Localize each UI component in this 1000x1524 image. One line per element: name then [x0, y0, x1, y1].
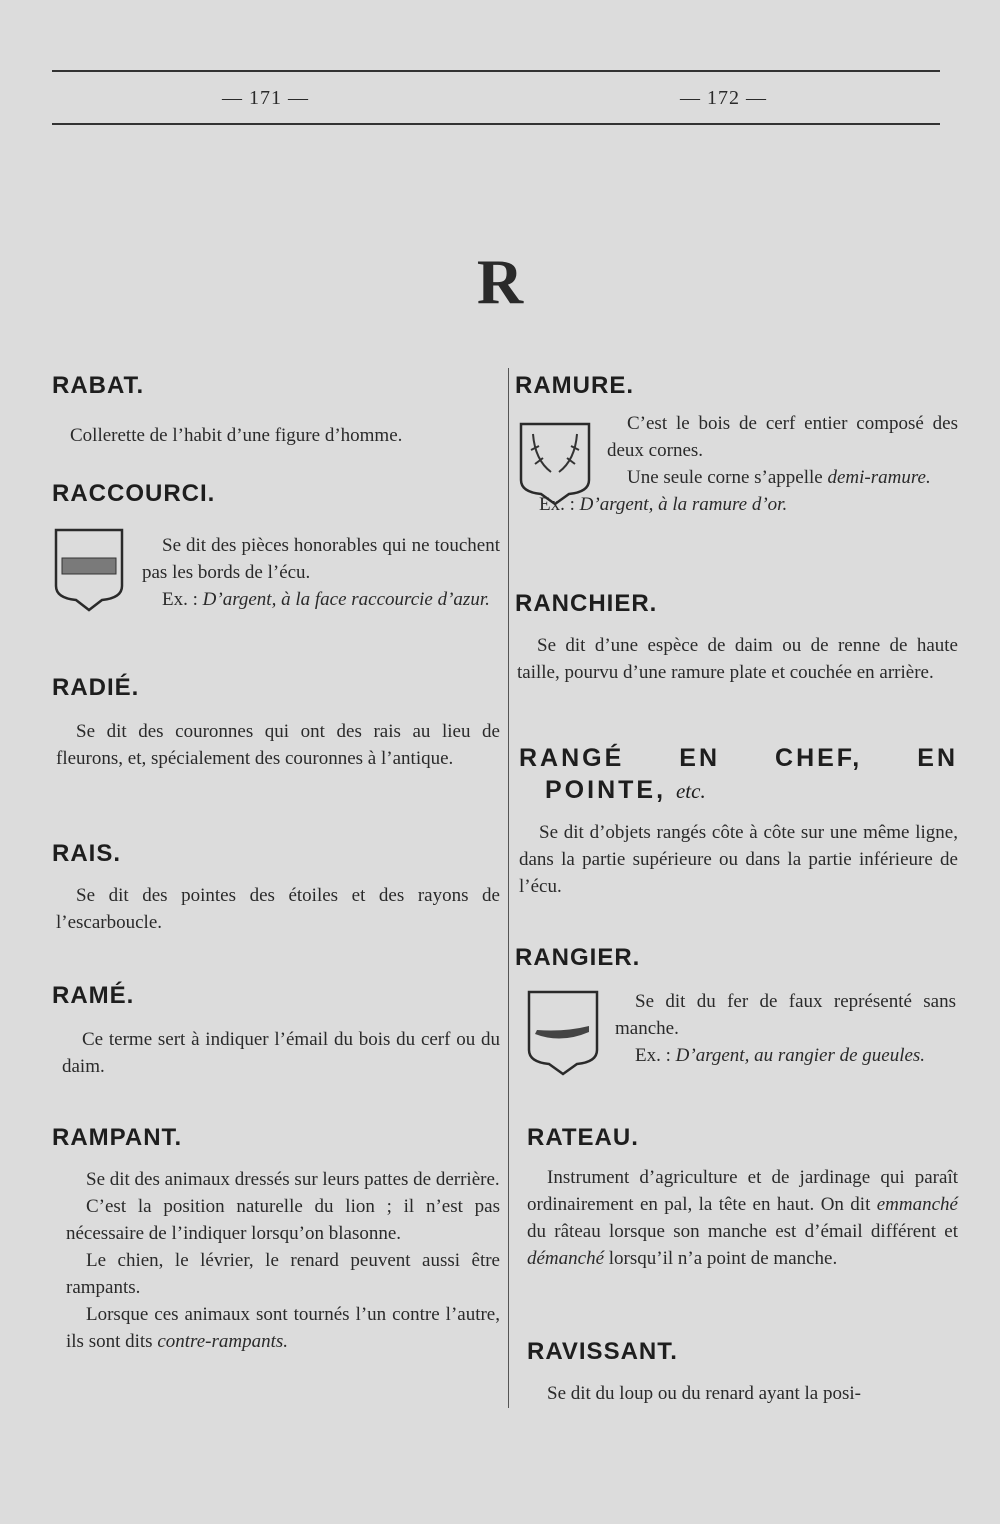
entry-example: Ex. : D’argent, à la face raccourcie d’azur.	[162, 589, 490, 610]
entry-rangier	[515, 944, 958, 1069]
entry-text: Une seule corne s’appelle demi-ramure.	[627, 467, 931, 488]
column-divider	[508, 368, 509, 1408]
entry-title: RATEAU.	[527, 1124, 639, 1151]
entry-paragraph: Le chien, le lévrier, le renard peuvent aussi être rampants.	[66, 1250, 500, 1298]
entry-ranchier	[515, 590, 958, 686]
entry-title: RAMURE.	[515, 372, 634, 399]
entry-ramure	[515, 372, 958, 518]
entry-title: RACCOURCI.	[52, 480, 216, 507]
entry-rabat	[52, 372, 500, 449]
entry-rame	[52, 982, 500, 1080]
entry-text: Ce terme sert à indiquer l’émail du bois du cerf ou du daim.	[62, 1029, 500, 1077]
entry-title: RANCHIER.	[515, 590, 658, 617]
entry-text: Se dit des pièces honorables qui ne touchent pas les bords de l’écu.	[142, 535, 500, 583]
entry-title-line2: POINTE, etc.	[545, 776, 706, 804]
entry-paragraph: C’est la position naturelle du lion ; il n’est pas nécessaire de l’indiquer lorsqu’on blasonne.	[66, 1196, 500, 1244]
entry-text: Collerette de l’habit d’une figure d’homme.	[70, 425, 403, 446]
shield-scythe-icon	[525, 988, 601, 1076]
entry-ravissant	[515, 1338, 958, 1407]
entry-text: Instrument d’agriculture et de jardinage qui paraît ordinairement en pal, la tête en haut. On dit emmanché du râteau lorsque son manche est d’émail différent et démanché lorsqu’il n’a point de manche.	[527, 1167, 958, 1269]
entry-paragraph: Lorsque ces animaux sont tournés l’un contre l’autre, ils sont dits contre-rampants.	[66, 1304, 500, 1352]
entry-rais	[52, 840, 500, 936]
header-top-rule	[52, 70, 940, 72]
entry-radie	[52, 674, 500, 772]
entry-title: RANGIER.	[515, 944, 641, 971]
header-bottom-rule	[52, 123, 940, 125]
entry-rampant	[52, 1124, 500, 1355]
entry-text: Se dit d’une espèce de daim ou de renne de haute taille, pourvu d’une ramure plate et couchée en arrière.	[517, 635, 958, 683]
entry-title: RAMPANT.	[52, 1124, 183, 1151]
entry-paragraph: Se dit des animaux dressés sur leurs pattes de derrière.	[86, 1169, 500, 1190]
entry-title: RABAT.	[52, 372, 145, 399]
page-number-right: — 172 —	[680, 87, 767, 109]
entry-title: RADIÉ.	[52, 674, 140, 701]
entry-text: Se dit d’objets rangés côte à côte sur une même ligne, dans la partie supérieure ou dans la partie inférieure de l’écu.	[519, 822, 958, 897]
entry-title: RANGÉ EN CHEF, EN	[519, 744, 958, 772]
shield-fess-icon	[52, 526, 126, 612]
shield-antlers-icon	[517, 420, 593, 506]
entry-title: RAMÉ.	[52, 982, 135, 1009]
entry-title: RAVISSANT.	[527, 1338, 678, 1365]
entry-text: Se dit des couronnes qui ont des rais au lieu de fleurons, et, spécialement des couronnes à l’antique.	[56, 721, 500, 769]
entry-range	[515, 742, 958, 900]
entry-raccourci	[52, 480, 500, 613]
entry-title: RAIS.	[52, 840, 122, 867]
entry-rateau	[515, 1124, 958, 1272]
section-letter: R	[476, 246, 524, 317]
entry-text: Se dit du fer de faux représenté sans manche.	[615, 991, 956, 1039]
entry-text: Se dit des pointes des étoiles et des rayons de l’escarboucle.	[56, 885, 500, 933]
entry-example: Ex. : D’argent, à la ramure d’or.	[539, 494, 788, 515]
entry-text: Se dit du loup ou du renard ayant la posi-	[547, 1383, 861, 1404]
entry-example: Ex. : D’argent, au rangier de gueules.	[635, 1045, 926, 1066]
entry-text: C’est le bois de cerf entier composé des deux cornes.	[607, 413, 958, 461]
page-number-left: — 171 —	[222, 87, 309, 109]
